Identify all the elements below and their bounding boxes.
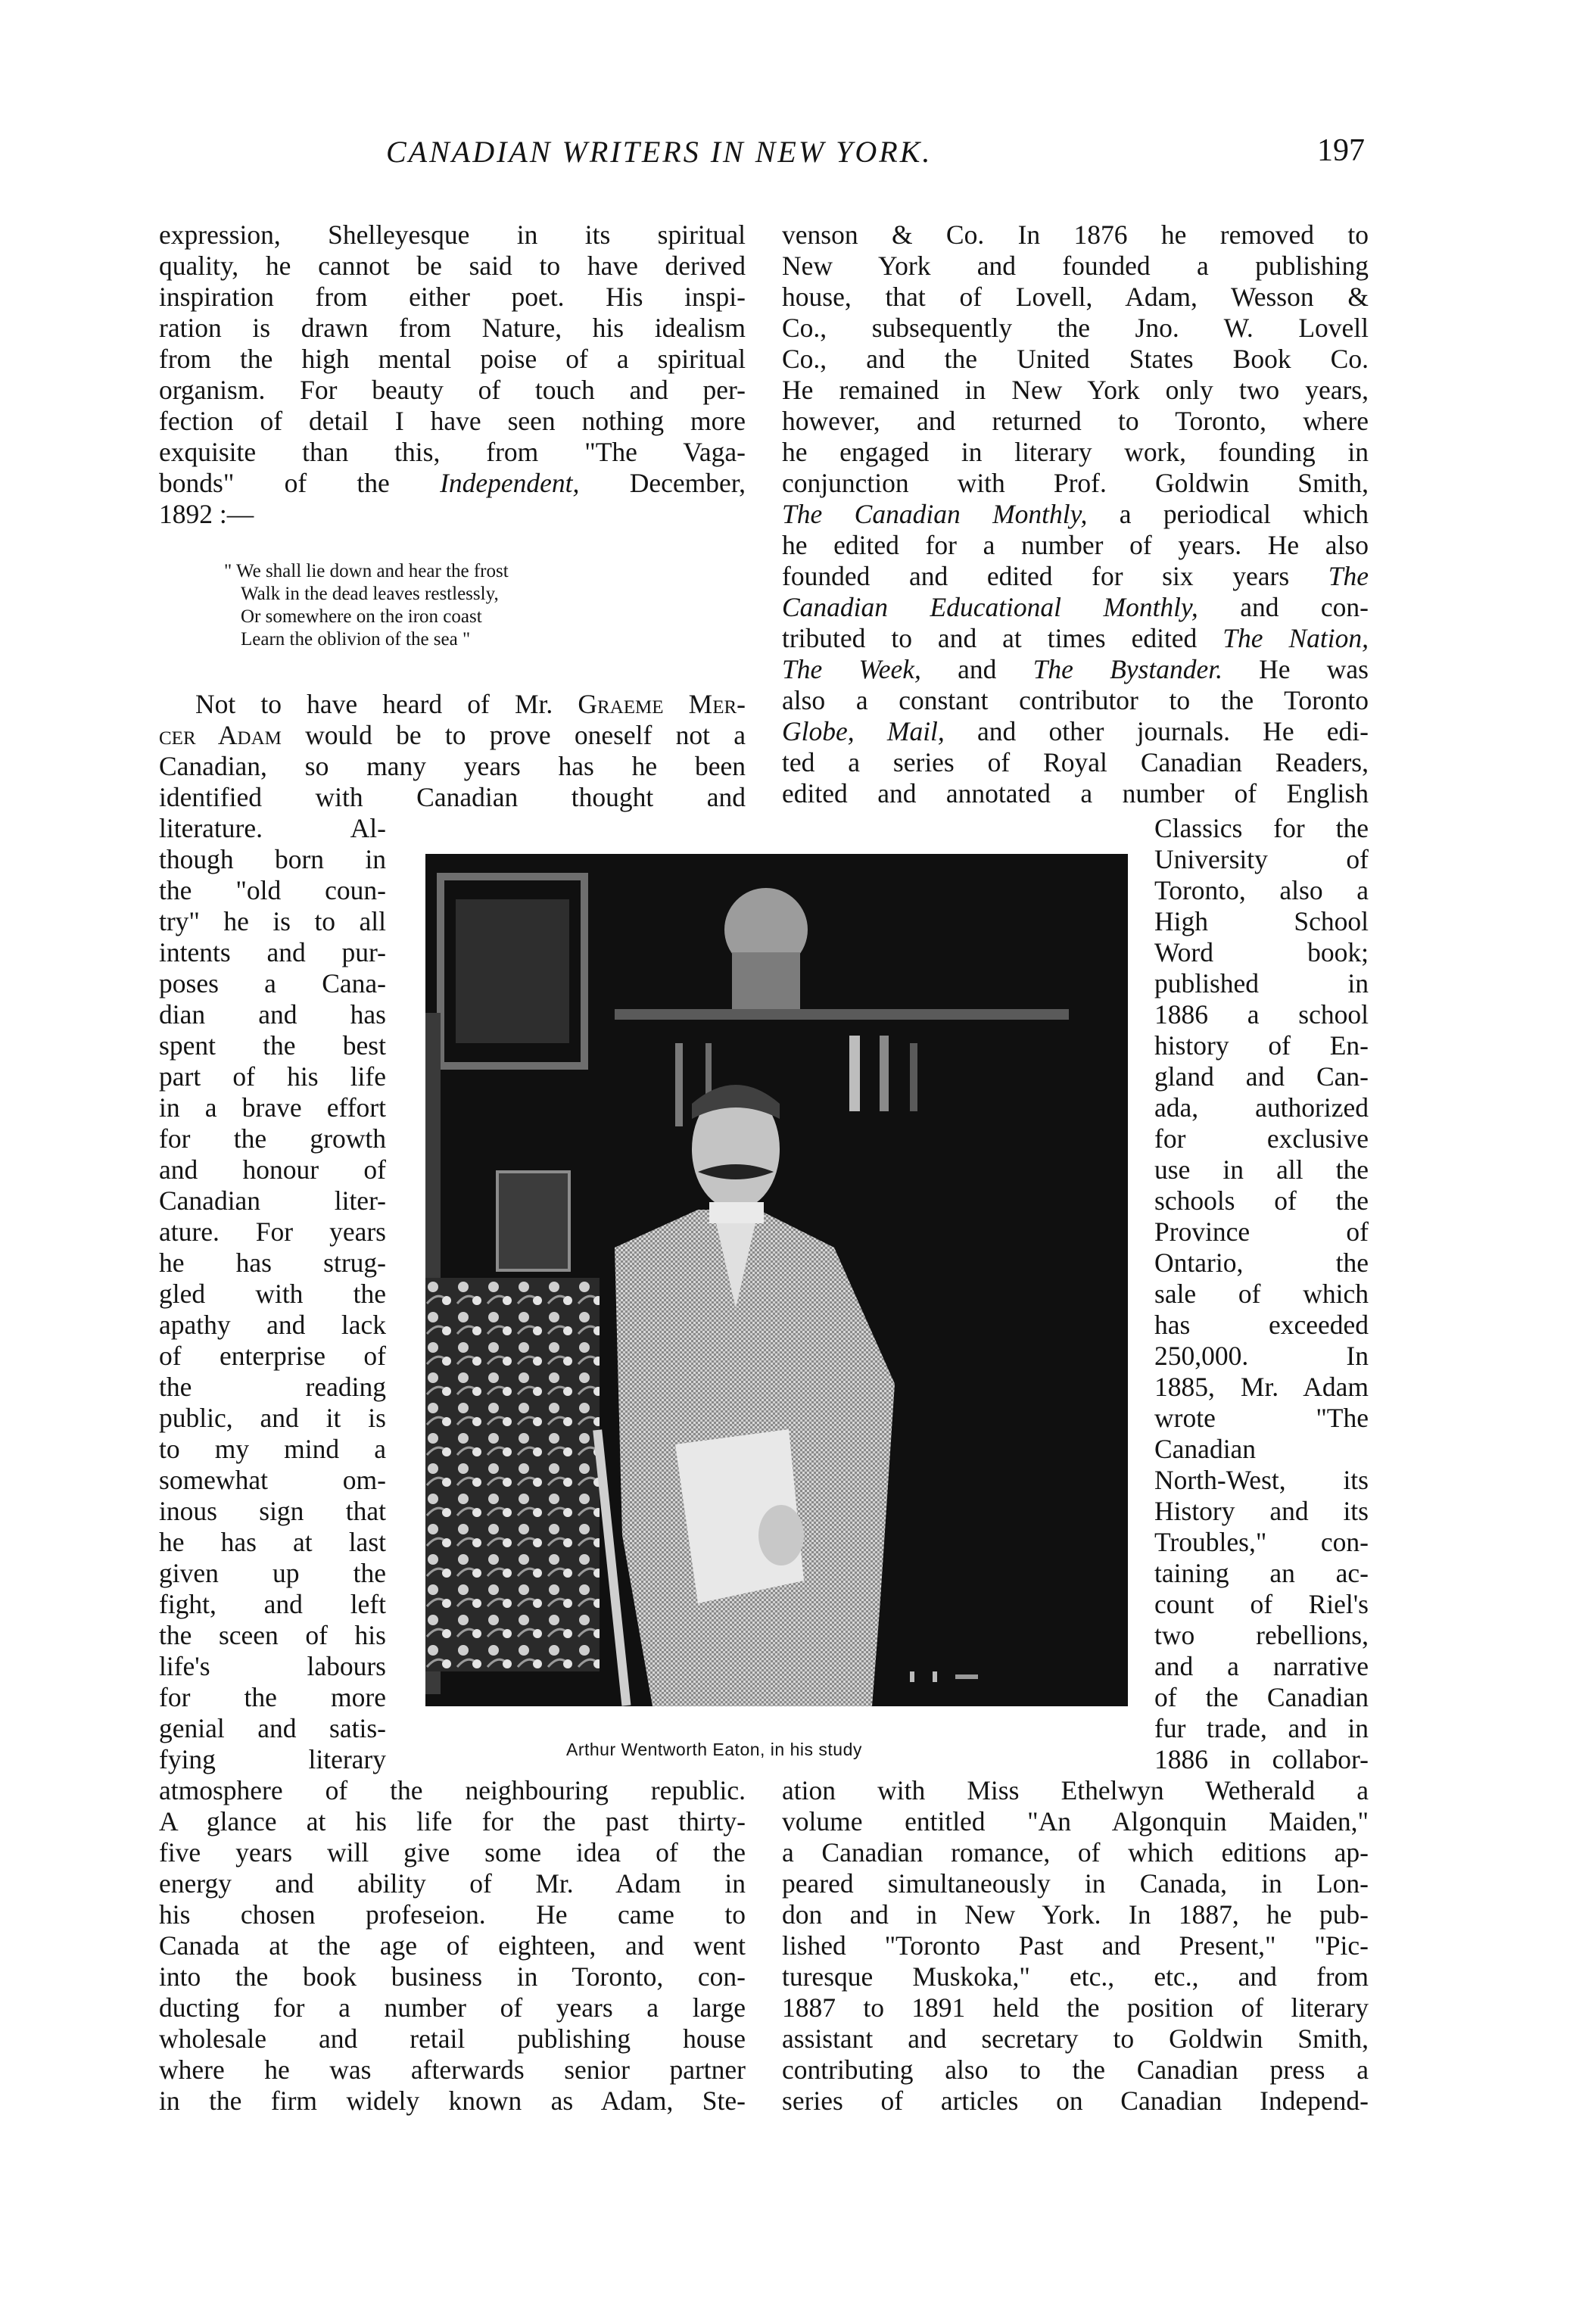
- text-line: exquisite than this, from "The Vaga-: [159, 437, 746, 467]
- text-line: from the high mental poise of a spiritual: [159, 344, 746, 374]
- text-line: cer Adam would be to prove oneself not a: [159, 720, 746, 750]
- text-line: venson & Co. In 1876 he removed to: [782, 220, 1369, 250]
- running-header: CANADIAN WRITERS IN NEW YORK.: [386, 135, 933, 169]
- text-line: Canadian Educational Monthly, and con-: [782, 592, 1369, 622]
- text-line: has exceeded: [1154, 1310, 1369, 1340]
- page-number: 197: [1317, 133, 1365, 168]
- text-line: ration is drawn from Nature, his idealism: [159, 313, 746, 343]
- text-line: sale of which: [1154, 1279, 1369, 1309]
- photo-caption: Arthur Wentworth Eaton, in his study: [566, 1740, 862, 1759]
- text-line: fight, and left: [159, 1589, 386, 1619]
- text-line: expression, Shelleyesque in its spiritual: [159, 220, 746, 250]
- text-line: wholesale and retail publishing house: [159, 2023, 746, 2054]
- text-line: wrote "The: [1154, 1403, 1369, 1433]
- text-line: quality, he cannot be said to have derived: [159, 251, 746, 281]
- text-line: intents and pur-: [159, 937, 386, 967]
- text-line: atmosphere of the neighbouring republic.: [159, 1775, 746, 1805]
- text-line: published in: [1154, 968, 1369, 998]
- text-line: Canadian: [1154, 1434, 1257, 1464]
- verse-line: Or somewhere on the iron coast: [241, 606, 482, 627]
- text-line: he engaged in literary work, founding in: [782, 437, 1369, 467]
- text-line: apathy and lack: [159, 1310, 386, 1340]
- text-line: fying literary: [159, 1744, 386, 1774]
- text-line: poses a Cana-: [159, 968, 386, 998]
- text-line: 1885, Mr. Adam: [1154, 1372, 1369, 1402]
- text-line: schools of the: [1154, 1185, 1369, 1216]
- portrait-photograph: [425, 854, 1128, 1706]
- text-line: founded and edited for six years The: [782, 561, 1369, 591]
- text-line: and honour of: [159, 1154, 386, 1185]
- text-line: a Canadian romance, of which editions ap-: [782, 1837, 1369, 1868]
- text-line: assistant and secretary to Goldwin Smith,: [782, 2023, 1369, 2054]
- text-line: 1892 :—: [159, 499, 254, 529]
- text-line: Troubles," con-: [1154, 1527, 1369, 1557]
- text-line: into the book business in Toronto, con-: [159, 1961, 746, 1992]
- text-line: energy and ability of Mr. Adam in: [159, 1868, 746, 1899]
- text-line: use in all the: [1154, 1154, 1369, 1185]
- text-line: try" he is to all: [159, 906, 386, 936]
- text-line: Co., and the United States Book Co.: [782, 344, 1369, 374]
- text-line: Globe, Mail, and other journals. He edi-: [782, 716, 1369, 746]
- text-line: organism. For beauty of touch and per-: [159, 375, 746, 405]
- text-line: though born in: [159, 844, 386, 874]
- text-line: the "old coun-: [159, 875, 386, 905]
- text-line: he has at last: [159, 1527, 386, 1557]
- text-line: also a constant contributor to the Toronto: [782, 685, 1369, 715]
- text-line: for the more: [159, 1682, 386, 1712]
- text-line: in a brave effort: [159, 1092, 386, 1123]
- text-line: contributing also to the Canadian press a: [782, 2055, 1369, 2085]
- text-line: Not to have heard of Mr. Graeme Mer-: [195, 689, 746, 719]
- text-line: his chosen profeseion. He came to: [159, 1899, 746, 1930]
- text-line: Province of: [1154, 1217, 1369, 1247]
- text-line: however, and returned to Toronto, where: [782, 406, 1369, 436]
- text-line: the sceen of his: [159, 1620, 386, 1650]
- text-line: Ontario, the: [1154, 1248, 1369, 1278]
- text-line: Canada at the age of eighteen, and went: [159, 1930, 746, 1961]
- text-line: High School: [1154, 906, 1369, 936]
- text-line: fur trade, and in: [1154, 1713, 1369, 1743]
- text-line: New York and founded a publishing: [782, 251, 1369, 281]
- text-line: He remained in New York only two years,: [782, 375, 1369, 405]
- text-line: the reading: [159, 1372, 386, 1402]
- text-line: Canadian, so many years has he been: [159, 751, 746, 781]
- text-line: gled with the: [159, 1279, 386, 1309]
- text-line: of the Canadian: [1154, 1682, 1369, 1712]
- text-line: 1886 in collabor-: [1154, 1744, 1369, 1774]
- text-line: identified with Canadian thought and: [159, 782, 746, 812]
- portrait-illustration: [425, 854, 1128, 1706]
- text-line: history of En-: [1154, 1030, 1369, 1061]
- text-line: he has strug-: [159, 1248, 386, 1278]
- text-line: ducting for a number of years a large: [159, 1992, 746, 2023]
- text-line: taining an ac-: [1154, 1558, 1369, 1588]
- text-line: A glance at his life for the past thirty-: [159, 1806, 746, 1836]
- text-line: ature. For years: [159, 1217, 386, 1247]
- text-line: given up the: [159, 1558, 386, 1588]
- text-line: North-West, its: [1154, 1465, 1369, 1495]
- text-line: five years will give some idea of the: [159, 1837, 746, 1868]
- text-line: in the firm widely known as Adam, Ste-: [159, 2086, 746, 2116]
- text-line: he edited for a number of years. He also: [782, 530, 1369, 560]
- text-line: bonds" of the Independent, December,: [159, 468, 746, 498]
- text-line: Classics for the: [1154, 813, 1369, 843]
- text-line: don and in New York. In 1887, he pub-: [782, 1899, 1369, 1930]
- text-line: ation with Miss Ethelwyn Wetherald a: [782, 1775, 1369, 1805]
- text-line: genial and satis-: [159, 1713, 386, 1743]
- text-line: two rebellions,: [1154, 1620, 1369, 1650]
- text-line: public, and it is: [159, 1403, 386, 1433]
- text-line: Canadian liter-: [159, 1185, 386, 1216]
- text-line: where he was afterwards senior partner: [159, 2055, 746, 2085]
- text-line: life's labours: [159, 1651, 386, 1681]
- verse-line: Walk in the dead leaves restlessly,: [241, 584, 499, 604]
- text-line: spent the best: [159, 1030, 386, 1061]
- text-line: volume entitled "An Algonquin Maiden,": [782, 1806, 1369, 1836]
- text-line: inous sign that: [159, 1496, 386, 1526]
- text-line: Toronto, also a: [1154, 875, 1369, 905]
- text-line: dian and has: [159, 999, 386, 1030]
- verse-line: " We shall lie down and hear the frost: [224, 561, 509, 581]
- text-line: of enterprise of: [159, 1341, 386, 1371]
- text-line: conjunction with Prof. Goldwin Smith,: [782, 468, 1369, 498]
- text-line: part of his life: [159, 1061, 386, 1092]
- text-line: History and its: [1154, 1496, 1369, 1526]
- text-line: gland and Can-: [1154, 1061, 1369, 1092]
- text-line: inspiration from either poet. His inspi-: [159, 282, 746, 312]
- text-line: turesque Muskoka," etc., etc., and from: [782, 1961, 1369, 1992]
- text-line: ted a series of Royal Canadian Readers,: [782, 747, 1369, 777]
- text-line: The Week, and The Bystander. He was: [782, 654, 1369, 684]
- text-line: The Canadian Monthly, a periodical which: [782, 499, 1369, 529]
- text-line: edited and annotated a number of English: [782, 778, 1369, 808]
- text-line: 1887 to 1891 held the position of literary: [782, 1992, 1369, 2023]
- text-line: University of: [1154, 844, 1369, 874]
- text-line: count of Riel's: [1154, 1589, 1369, 1619]
- text-line: 1886 a school: [1154, 999, 1369, 1030]
- text-line: Word book;: [1154, 937, 1369, 967]
- text-line: lished "Toronto Past and Present," "Pic-: [782, 1930, 1369, 1961]
- text-line: for exclusive: [1154, 1123, 1369, 1154]
- text-line: 250,000. In: [1154, 1341, 1369, 1371]
- text-line: tributed to and at times edited The Nation,: [782, 623, 1369, 653]
- text-line: to my mind a: [159, 1434, 386, 1464]
- text-line: literature. Al-: [159, 813, 386, 843]
- text-line: Co., subsequently the Jno. W. Lovell: [782, 313, 1369, 343]
- text-line: somewhat om-: [159, 1465, 386, 1495]
- text-line: for the growth: [159, 1123, 386, 1154]
- text-line: ada, authorized: [1154, 1092, 1369, 1123]
- text-line: and a narrative: [1154, 1651, 1369, 1681]
- text-line: series of articles on Canadian Independ-: [782, 2086, 1369, 2116]
- text-line: house, that of Lovell, Adam, Wesson &: [782, 282, 1369, 312]
- text-line: peared simultaneously in Canada, in Lon-: [782, 1868, 1369, 1899]
- verse-line: Learn the oblivion of the sea ": [241, 629, 471, 650]
- text-line: fection of detail I have seen nothing more: [159, 406, 746, 436]
